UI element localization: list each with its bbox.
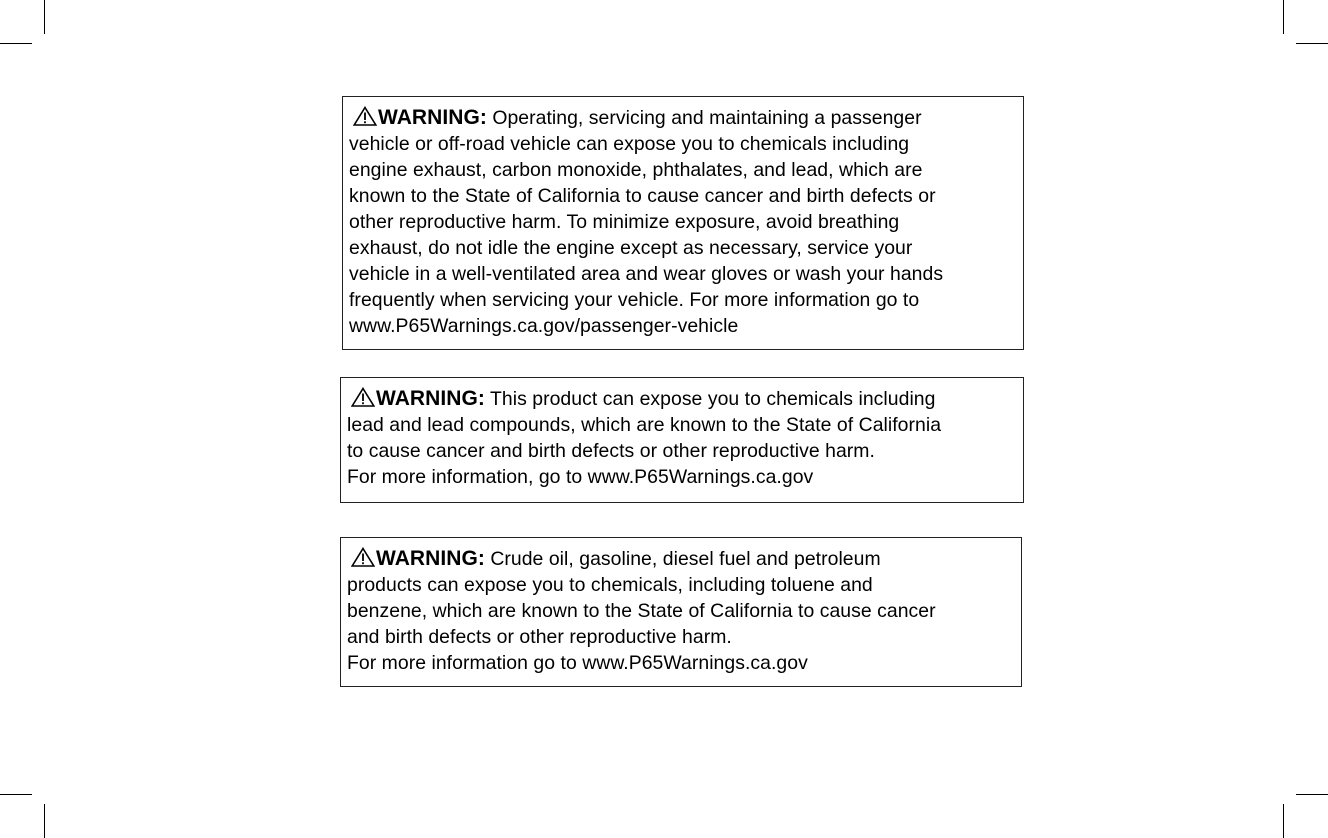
warning-line: benzene, which are known to the State of California to cause cancer	[347, 600, 936, 622]
warning-text	[347, 386, 1019, 490]
warning-line: other reproductive harm. To minimize exposure, avoid breathing	[349, 211, 900, 233]
warning-heading: WARNING:	[378, 106, 487, 129]
warning-line: For more information, go to www.P65Warnings.ca.gov	[347, 466, 814, 488]
crop-mark-top-right-vertical	[1283, 0, 1284, 34]
crop-mark-top-right-horizontal	[1296, 43, 1328, 44]
warning-box-passenger-vehicle	[342, 96, 1024, 350]
crop-mark-bottom-left-vertical	[44, 804, 45, 838]
warning-line: lead and lead compounds, which are known to the State of California	[347, 414, 942, 436]
warning-line: www.P65Warnings.ca.gov/passenger-vehicle	[349, 315, 739, 337]
warning-triangle-icon	[351, 387, 375, 407]
warning-line	[347, 546, 1017, 572]
crop-mark-bottom-left-horizontal	[0, 794, 32, 795]
warning-line: exhaust, do not idle the engine except as necessary, service your	[349, 237, 913, 259]
warning-line-text: This product can expose you to chemicals including	[489, 388, 936, 410]
warning-line: to cause cancer and birth defects or other reproductive harm.	[347, 440, 875, 462]
crop-mark-bottom-right-vertical	[1283, 804, 1284, 838]
warning-heading: WARNING:	[376, 547, 485, 570]
warning-line	[349, 105, 1019, 131]
crop-mark-top-left-horizontal	[0, 43, 32, 44]
warning-line: vehicle in a well-ventilated area and wear gloves or wash your hands	[349, 263, 944, 285]
warning-line-text: Operating, servicing and maintaining a passenger	[492, 107, 922, 129]
warning-heading: WARNING:	[376, 387, 485, 410]
warning-line	[347, 386, 1019, 412]
warning-line: vehicle or off-road vehicle can expose you to chemicals including	[349, 133, 910, 155]
warning-text	[347, 546, 1017, 676]
warning-box-lead	[340, 377, 1024, 503]
warning-line: and birth defects or other reproductive harm.	[347, 626, 732, 648]
warning-triangle-icon	[353, 106, 377, 126]
warning-line: known to the State of California to cause cancer and birth defects or	[349, 185, 936, 207]
warning-triangle-icon	[351, 547, 375, 567]
warning-line: For more information go to www.P65Warnings.ca.gov	[347, 652, 808, 674]
warning-line: frequently when servicing your vehicle. For more information go to	[349, 289, 920, 311]
crop-mark-top-left-vertical	[44, 0, 45, 34]
warning-box-petroleum	[340, 537, 1022, 687]
warning-line: engine exhaust, carbon monoxide, phthalates, and lead, which are	[349, 159, 923, 181]
warning-line-text: Crude oil, gasoline, diesel fuel and petroleum	[490, 548, 881, 570]
crop-mark-bottom-right-horizontal	[1296, 794, 1328, 795]
warning-line: products can expose you to chemicals, including toluene and	[347, 574, 873, 596]
warning-text	[349, 105, 1019, 339]
